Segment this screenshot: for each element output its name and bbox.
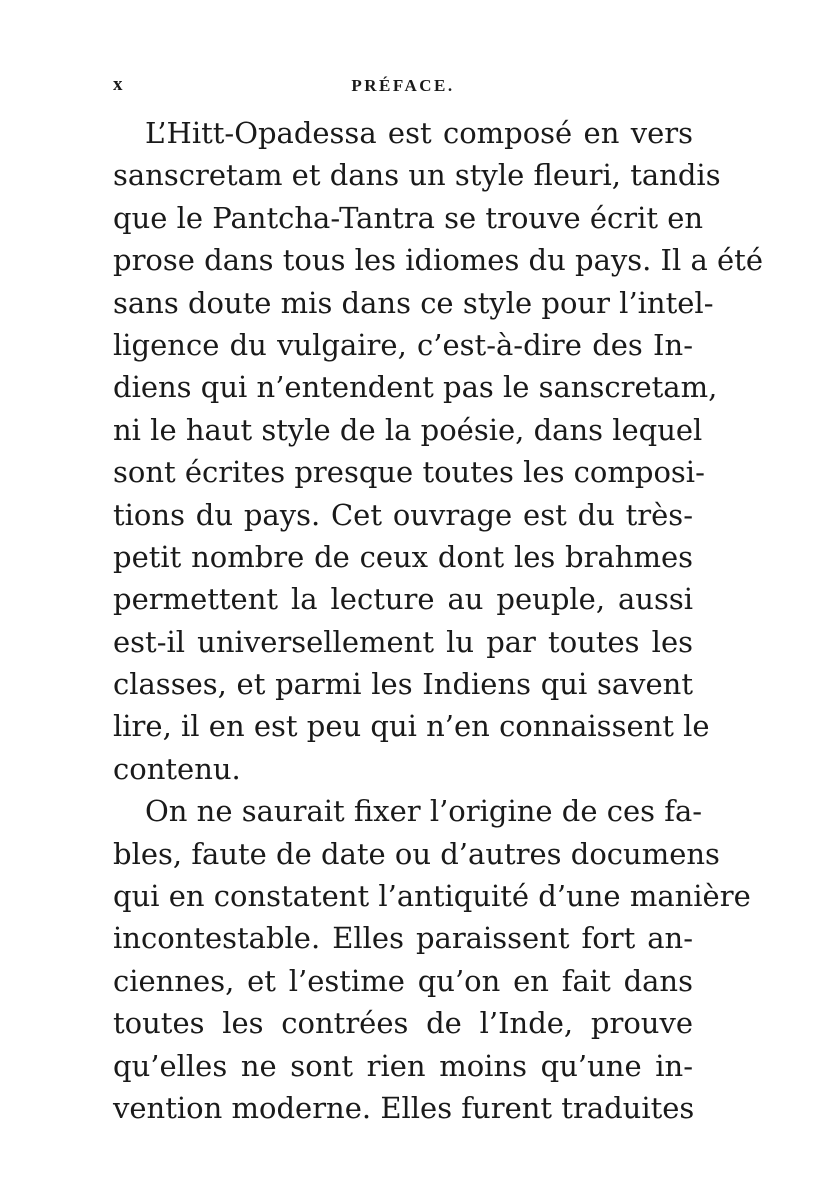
text-line: qu’elles ne sont rien moins qu’une in- bbox=[113, 1048, 693, 1083]
text-line: L’Hitt-Opadessa est composé en vers bbox=[145, 116, 693, 150]
text-line: toutes les contrées de l’Inde, prouve bbox=[113, 1006, 693, 1041]
text-line: sont écrites presque toutes les composi- bbox=[113, 455, 705, 490]
text-line: ligence du vulgaire, c’est-à-dire des In- bbox=[113, 327, 693, 362]
text-line: qui en constatent l’antiquité d’une manière bbox=[113, 879, 751, 914]
text-line: incontestable. Elles paraissent fort an- bbox=[113, 921, 693, 956]
section-title: PRÉFACE. bbox=[351, 76, 455, 95]
text-line: sans doute mis dans ce style pour l’intel- bbox=[113, 285, 714, 320]
text-line: ni le haut style de la poésie, dans lequel bbox=[113, 412, 703, 447]
text-line: diens qui n’entendent pas le sanscretam, bbox=[113, 370, 718, 405]
page-number: x bbox=[113, 74, 123, 95]
text-line: On ne saurait fixer l’origine de ces fa- bbox=[145, 794, 703, 829]
text-line: tions du pays. Cet ouvrage est du très- bbox=[113, 497, 693, 532]
text-line: classes, et parmi les Indiens qui savent bbox=[113, 667, 693, 702]
text-line: que le Pantcha-Tantra se trouve écrit en bbox=[113, 200, 704, 235]
text-line: vention moderne. Elles furent traduites bbox=[113, 1090, 695, 1125]
body-text bbox=[113, 112, 763, 1129]
text-line: ciennes, et l’estime qu’on en fait dans bbox=[113, 963, 693, 998]
text-line: permettent la lecture au peuple, aussi bbox=[113, 582, 693, 617]
text-line: contenu. bbox=[113, 751, 241, 786]
paragraph-1 bbox=[113, 112, 763, 790]
text-line: est-il universellement lu par toutes les bbox=[113, 624, 693, 659]
text-line: lire, il en est peu qui n’en connaissent le bbox=[113, 709, 710, 744]
paragraph-2 bbox=[113, 790, 751, 1129]
text-line: bles, faute de date ou d’autres documens bbox=[113, 836, 720, 871]
text-line: petit nombre de ceux dont les brahmes bbox=[113, 539, 693, 574]
text-line: sanscretam et dans un style fleuri, tandis bbox=[113, 158, 721, 193]
text-line: prose dans tous les idiomes du pays. Il a été bbox=[113, 243, 763, 278]
running-head bbox=[113, 74, 693, 104]
